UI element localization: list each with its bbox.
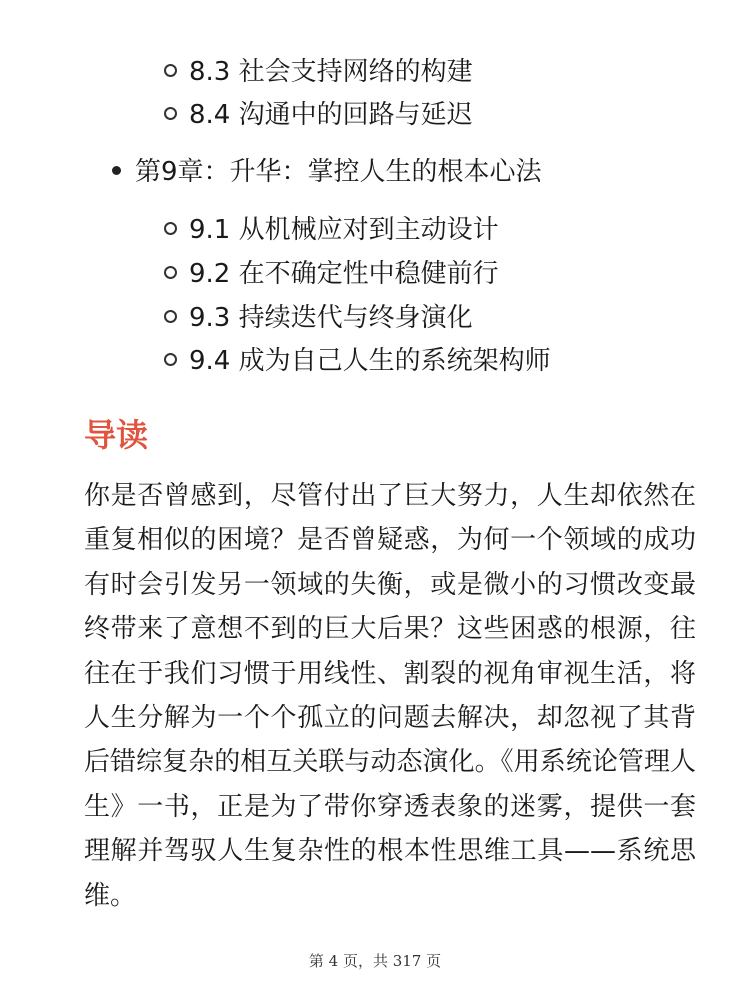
toc-item-8-4[interactable] xyxy=(164,98,473,132)
filled-bullet-icon xyxy=(112,166,121,175)
section-title: 导读 xyxy=(84,416,149,454)
toc-item-9-3[interactable] xyxy=(164,301,473,335)
page-number-footer: 第 4 页，共 317 页 xyxy=(308,952,442,970)
toc-item-label: 8.4 沟通中的回路与延迟 xyxy=(189,100,473,130)
toc-chapter-9[interactable] xyxy=(112,155,542,189)
toc-item-label: 9.2 在不确定性中稳健前行 xyxy=(189,259,499,289)
toc-item-label: 9.3 持续迭代与终身演化 xyxy=(189,303,473,333)
toc-chapter-label: 第9章：升华：掌控人生的根本心法 xyxy=(135,157,542,187)
toc-item-9-2[interactable] xyxy=(164,257,499,291)
toc-item-label: 8.3 社会支持网络的构建 xyxy=(189,57,473,87)
intro-paragraph: 你是否曾感到，尽管付出了巨大努力，人生却依然在重复相似的困境？是否曾疑惑，为何一个领域的成功有时会引发另一领域的失衡，或是微小的习惯改变最终带来了意想不到的巨大后果？这些困惑的根源，往往在于我们习惯于用线性、割裂的视角审视生活，将人生分解为一个个孤立的问题去解决，却忽视了其背后错综复杂的相互关联与动态演化。《用系统论管理人生》一书，正是为了带你穿透表象的迷雾，提供一套理解并驾驭人生复杂性的根本性思维工具——系统思维。 xyxy=(84,481,696,911)
hollow-bullet-icon xyxy=(164,353,177,366)
hollow-bullet-icon xyxy=(164,266,177,279)
hollow-bullet-icon xyxy=(164,222,177,235)
toc-item-label: 9.4 成为自己人生的系统架构师 xyxy=(189,346,551,376)
hollow-bullet-icon xyxy=(164,310,177,323)
hollow-bullet-icon xyxy=(164,107,177,120)
toc-item-label: 9.1 从机械应对到主动设计 xyxy=(189,215,499,245)
toc-item-8-3[interactable] xyxy=(164,55,473,89)
toc-item-9-1[interactable] xyxy=(164,213,499,247)
hollow-bullet-icon xyxy=(164,64,177,77)
toc-item-9-4[interactable] xyxy=(164,344,551,378)
